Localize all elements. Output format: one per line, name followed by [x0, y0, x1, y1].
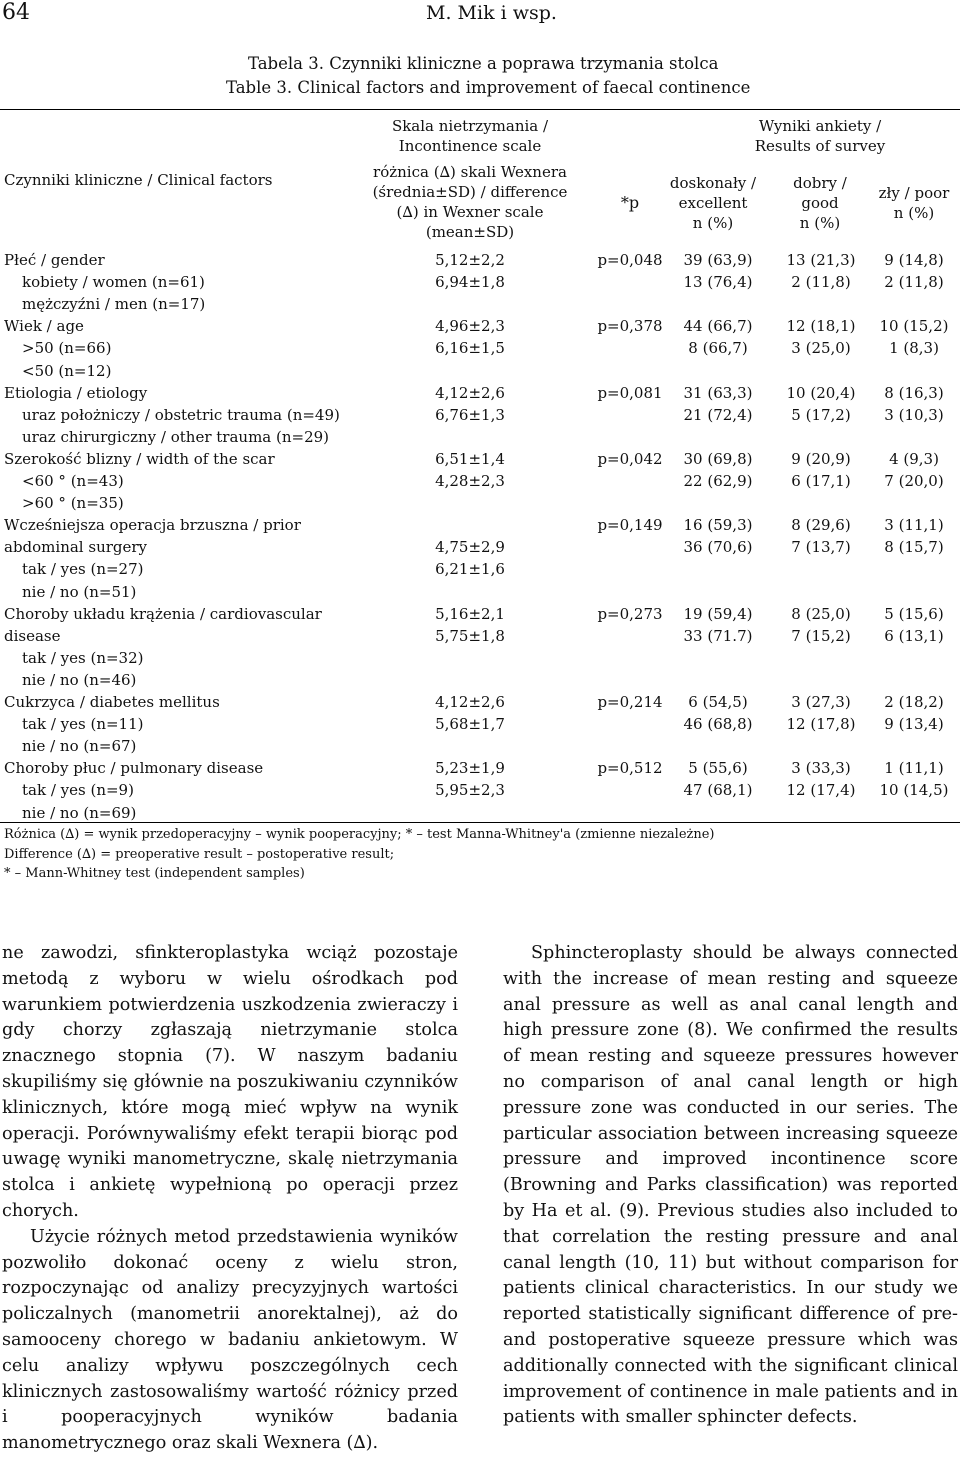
cell-scale: 6,16±1,5 [435, 339, 505, 358]
row-label: Choroby układu krążenia / cardiovascular [4, 604, 322, 623]
left-paragraph-1: ne zawodzi, sfinkteroplastyka wciąż pozostaje metodą z wyboru w wielu ośrodkach pod warunkiem potwierdzenia uszkodzenia zwieraczy i gdy chorzy zgłaszają nietrzymanie stolca znacznego stopnia (7). W naszym badaniu skupiliśmy się głównie na poszukiwaniu czynników klinicznych, które mogą mieć wpływ na wynik operacji. Porównywaliśmy efekt terapii biorąc pod uwagę wyniki manometryczne, skalę nietrzymania stolca i ankietę wypełnioną po operacji przez chorych. [2, 943, 458, 1221]
cell-good: 9 (20,9) [791, 449, 851, 468]
cell-poor: 2 (18,2) [884, 693, 944, 711]
cell-scale: 5,16±2,1 [435, 604, 505, 623]
header-survey-group: Wyniki ankiety / Results of survey [754, 117, 886, 155]
table-top-rule [0, 109, 960, 110]
cell-excellent: 13 (76,4) [683, 273, 753, 292]
cell-excellent: 36 (70,6) [683, 538, 753, 557]
row-label: >50 (n=66) [22, 339, 112, 358]
cell-p-value: p=0,273 [597, 604, 663, 623]
header-scale-column: różnica (∆) skali Wexnera (średnia±SD) / difference (∆) in Wexner scale (mean±SD) [372, 163, 568, 241]
cell-excellent: 22 (62,9) [683, 472, 753, 490]
cell-scale: 5,95±2,3 [435, 781, 505, 800]
row-label: nie / no (n=67) [22, 737, 137, 756]
cell-excellent: 19 (59,4) [683, 604, 753, 623]
cell-scale: 5,68±1,7 [435, 715, 505, 734]
header-clinical-factors: Czynniki kliniczne / Clinical factors [4, 171, 273, 189]
cell-p-value: p=0,512 [597, 759, 663, 778]
cell-excellent: 47 (68,1) [683, 781, 753, 800]
row-label: Wiek / age [4, 317, 84, 336]
cell-poor: 3 (11,1) [884, 516, 944, 535]
cell-p-value: p=0,214 [597, 693, 663, 711]
cell-poor: 9 (13,4) [884, 715, 944, 734]
cell-good: 12 (18,1) [786, 317, 856, 336]
cell-good: 7 (13,7) [791, 538, 851, 557]
cell-good: 6 (17,1) [791, 472, 851, 490]
row-label: >60 ° (n=35) [22, 494, 124, 513]
cell-p-value: p=0,149 [597, 516, 663, 535]
row-label: disease [4, 626, 61, 645]
header-scale-group: Skala nietrzymania / Incontinence scale [391, 117, 549, 155]
cell-poor: 5 (15,6) [884, 604, 944, 623]
cell-poor: 4 (9,3) [889, 449, 939, 468]
cell-excellent: 39 (63,9) [683, 251, 753, 269]
row-label: Wcześniejsza operacja brzuszna / prior [4, 516, 301, 535]
row-label: Cukrzyca / diabetes mellitus [4, 693, 220, 711]
row-label: Choroby płuc / pulmonary disease [4, 759, 264, 778]
header-poor: zły / poor n (%) [878, 184, 950, 222]
table-caption-polish: Tabela 3. Czynniki kliniczne a poprawa trzymania stolca [248, 54, 719, 73]
table-bottom-rule [0, 822, 960, 823]
row-label: kobiety / women (n=61) [22, 273, 205, 292]
cell-poor: 10 (15,2) [879, 317, 949, 336]
cell-good: 8 (29,6) [791, 516, 851, 535]
row-label: nie / no (n=69) [22, 803, 137, 822]
table-note-2: Difference (∆) = preoperative result – postoperative result; [4, 847, 395, 862]
cell-good: 5 (17,2) [791, 405, 851, 424]
cell-good: 8 (25,0) [791, 604, 851, 623]
cell-poor: 1 (11,1) [884, 759, 944, 778]
cell-excellent: 33 (71.7) [683, 626, 753, 645]
cell-scale: 4,96±2,3 [435, 317, 505, 336]
row-label: <50 (n=12) [22, 361, 112, 380]
row-label: Szerokość blizny / width of the scar [4, 449, 275, 468]
row-label: uraz położniczy / obstetric trauma (n=49) [22, 405, 340, 424]
running-title: M. Mik i wsp. [426, 2, 557, 24]
cell-poor: 1 (8,3) [889, 339, 939, 358]
cell-poor: 2 (11,8) [884, 273, 944, 292]
cell-scale: 5,12±2,2 [435, 251, 505, 269]
cell-scale: 5,23±1,9 [435, 759, 505, 778]
cell-excellent: 44 (66,7) [683, 317, 753, 336]
row-label: uraz chirurgiczny / other trauma (n=29) [22, 427, 330, 446]
cell-p-value: p=0,081 [597, 383, 663, 402]
row-label: Etiologia / etiology [4, 383, 148, 402]
cell-scale: 5,75±1,8 [435, 626, 505, 645]
cell-excellent: 5 (55,6) [688, 759, 748, 778]
cell-good: 2 (11,8) [791, 273, 851, 292]
row-label: tak / yes (n=11) [22, 715, 144, 734]
cell-poor: 10 (14,5) [879, 781, 949, 800]
cell-excellent: 46 (68,8) [683, 715, 753, 734]
row-label: Płeć / gender [4, 251, 105, 269]
cell-excellent: 8 (66,7) [688, 339, 748, 358]
cell-poor: 6 (13,1) [884, 626, 944, 645]
cell-scale: 4,12±2,6 [435, 383, 505, 402]
row-label: tak / yes (n=9) [22, 781, 134, 800]
cell-good: 12 (17,4) [786, 781, 856, 800]
cell-good: 3 (27,3) [791, 693, 851, 711]
cell-good: 3 (25,0) [791, 339, 851, 358]
row-label: tak / yes (n=32) [22, 648, 144, 667]
cell-poor: 9 (14,8) [884, 251, 944, 269]
row-label: <60 ° (n=43) [22, 472, 124, 490]
cell-good: 10 (20,4) [786, 383, 856, 402]
cell-excellent: 31 (63,3) [683, 383, 753, 402]
row-label: nie / no (n=46) [22, 670, 137, 689]
cell-excellent: 30 (69,8) [683, 449, 753, 468]
row-label: abdominal surgery [4, 538, 148, 557]
cell-p-value: p=0,042 [597, 449, 663, 468]
right-column [503, 941, 958, 1431]
cell-scale: 6,21±1,6 [435, 560, 505, 579]
left-column [2, 941, 458, 1457]
left-paragraph-2: Użycie różnych metod przedstawienia wyników pozwoliło dokonać oceny z wielu stron, rozpoczynając od analizy precyzyjnych wartości policzalnych (manometrii anorektalnej), aż do samooceny chorego w badaniu ankietowym. W celu analizy wpływu poszczególnych cech klinicznych zastosowaliśmy wartość różnicy przed i pooperacyjnych wyników badania manometrycznego oraz skali Wexnera (∆). [2, 1226, 458, 1454]
row-label: mężczyźni / men (n=17) [22, 295, 206, 314]
cell-good: 13 (21,3) [786, 251, 856, 269]
cell-good: 7 (15,2) [791, 626, 851, 645]
table-note-1: Różnica (∆) = wynik przedoperacyjny – wynik pooperacyjny; * – test Manna-Whitney'a (zmienne niezależne) [4, 827, 715, 842]
cell-poor: 8 (16,3) [884, 383, 944, 402]
cell-scale: 4,28±2,3 [435, 472, 505, 490]
cell-good: 3 (33,3) [791, 759, 851, 778]
cell-excellent: 6 (54,5) [688, 693, 748, 711]
header-p-value: *p [620, 193, 640, 212]
header-excellent: doskonały / excellent n (%) [669, 174, 757, 232]
cell-scale: 4,12±2,6 [435, 693, 505, 711]
cell-scale: 6,51±1,4 [435, 449, 505, 468]
row-label: tak / yes (n=27) [22, 560, 144, 579]
cell-scale: 6,76±1,3 [435, 405, 505, 424]
row-label: nie / no (n=51) [22, 582, 137, 601]
cell-scale: 4,75±2,9 [435, 538, 505, 557]
cell-good: 12 (17,8) [786, 715, 856, 734]
cell-excellent: 21 (72,4) [683, 405, 753, 424]
cell-scale: 6,94±1,8 [435, 273, 505, 292]
cell-excellent: 16 (59,3) [683, 516, 753, 535]
page-number: 64 [2, 0, 30, 25]
right-paragraph-1: Sphincteroplasty should be always connected with the increase of mean resting and squeeze anal pressure as well as anal canal length and high pressure zone (8). We confirmed the results of mean resting and squeeze pressures however no comparison of anal canal length or high pressure zone was conducted in our series. The particular association between increasing squeeze pressure and improved incontinence score (Browning and Parks classification) was reported by Ha et al. (9). Previous studies also included to that correlation the resting pressure and anal canal length (10, 11) but without comparison for patients clinical characteristics. In our study we reported statistically significant difference of pre- and postoperative squeeze pressure which was additionally connected with the significant clinical improvement of continence in male patients and in patients with smaller sphincter defects. [503, 943, 958, 1428]
table-note-3: * – Mann-Whitney test (independent samples) [4, 866, 305, 881]
cell-poor: 3 (10,3) [884, 405, 944, 424]
cell-p-value: p=0,048 [597, 251, 663, 269]
cell-poor: 8 (15,7) [884, 538, 944, 557]
header-good: dobry / good n (%) [793, 174, 847, 232]
cell-p-value: p=0,378 [597, 317, 663, 336]
table-caption-english: Table 3. Clinical factors and improvement of faecal continence [226, 78, 751, 97]
cell-poor: 7 (20,0) [884, 472, 944, 490]
